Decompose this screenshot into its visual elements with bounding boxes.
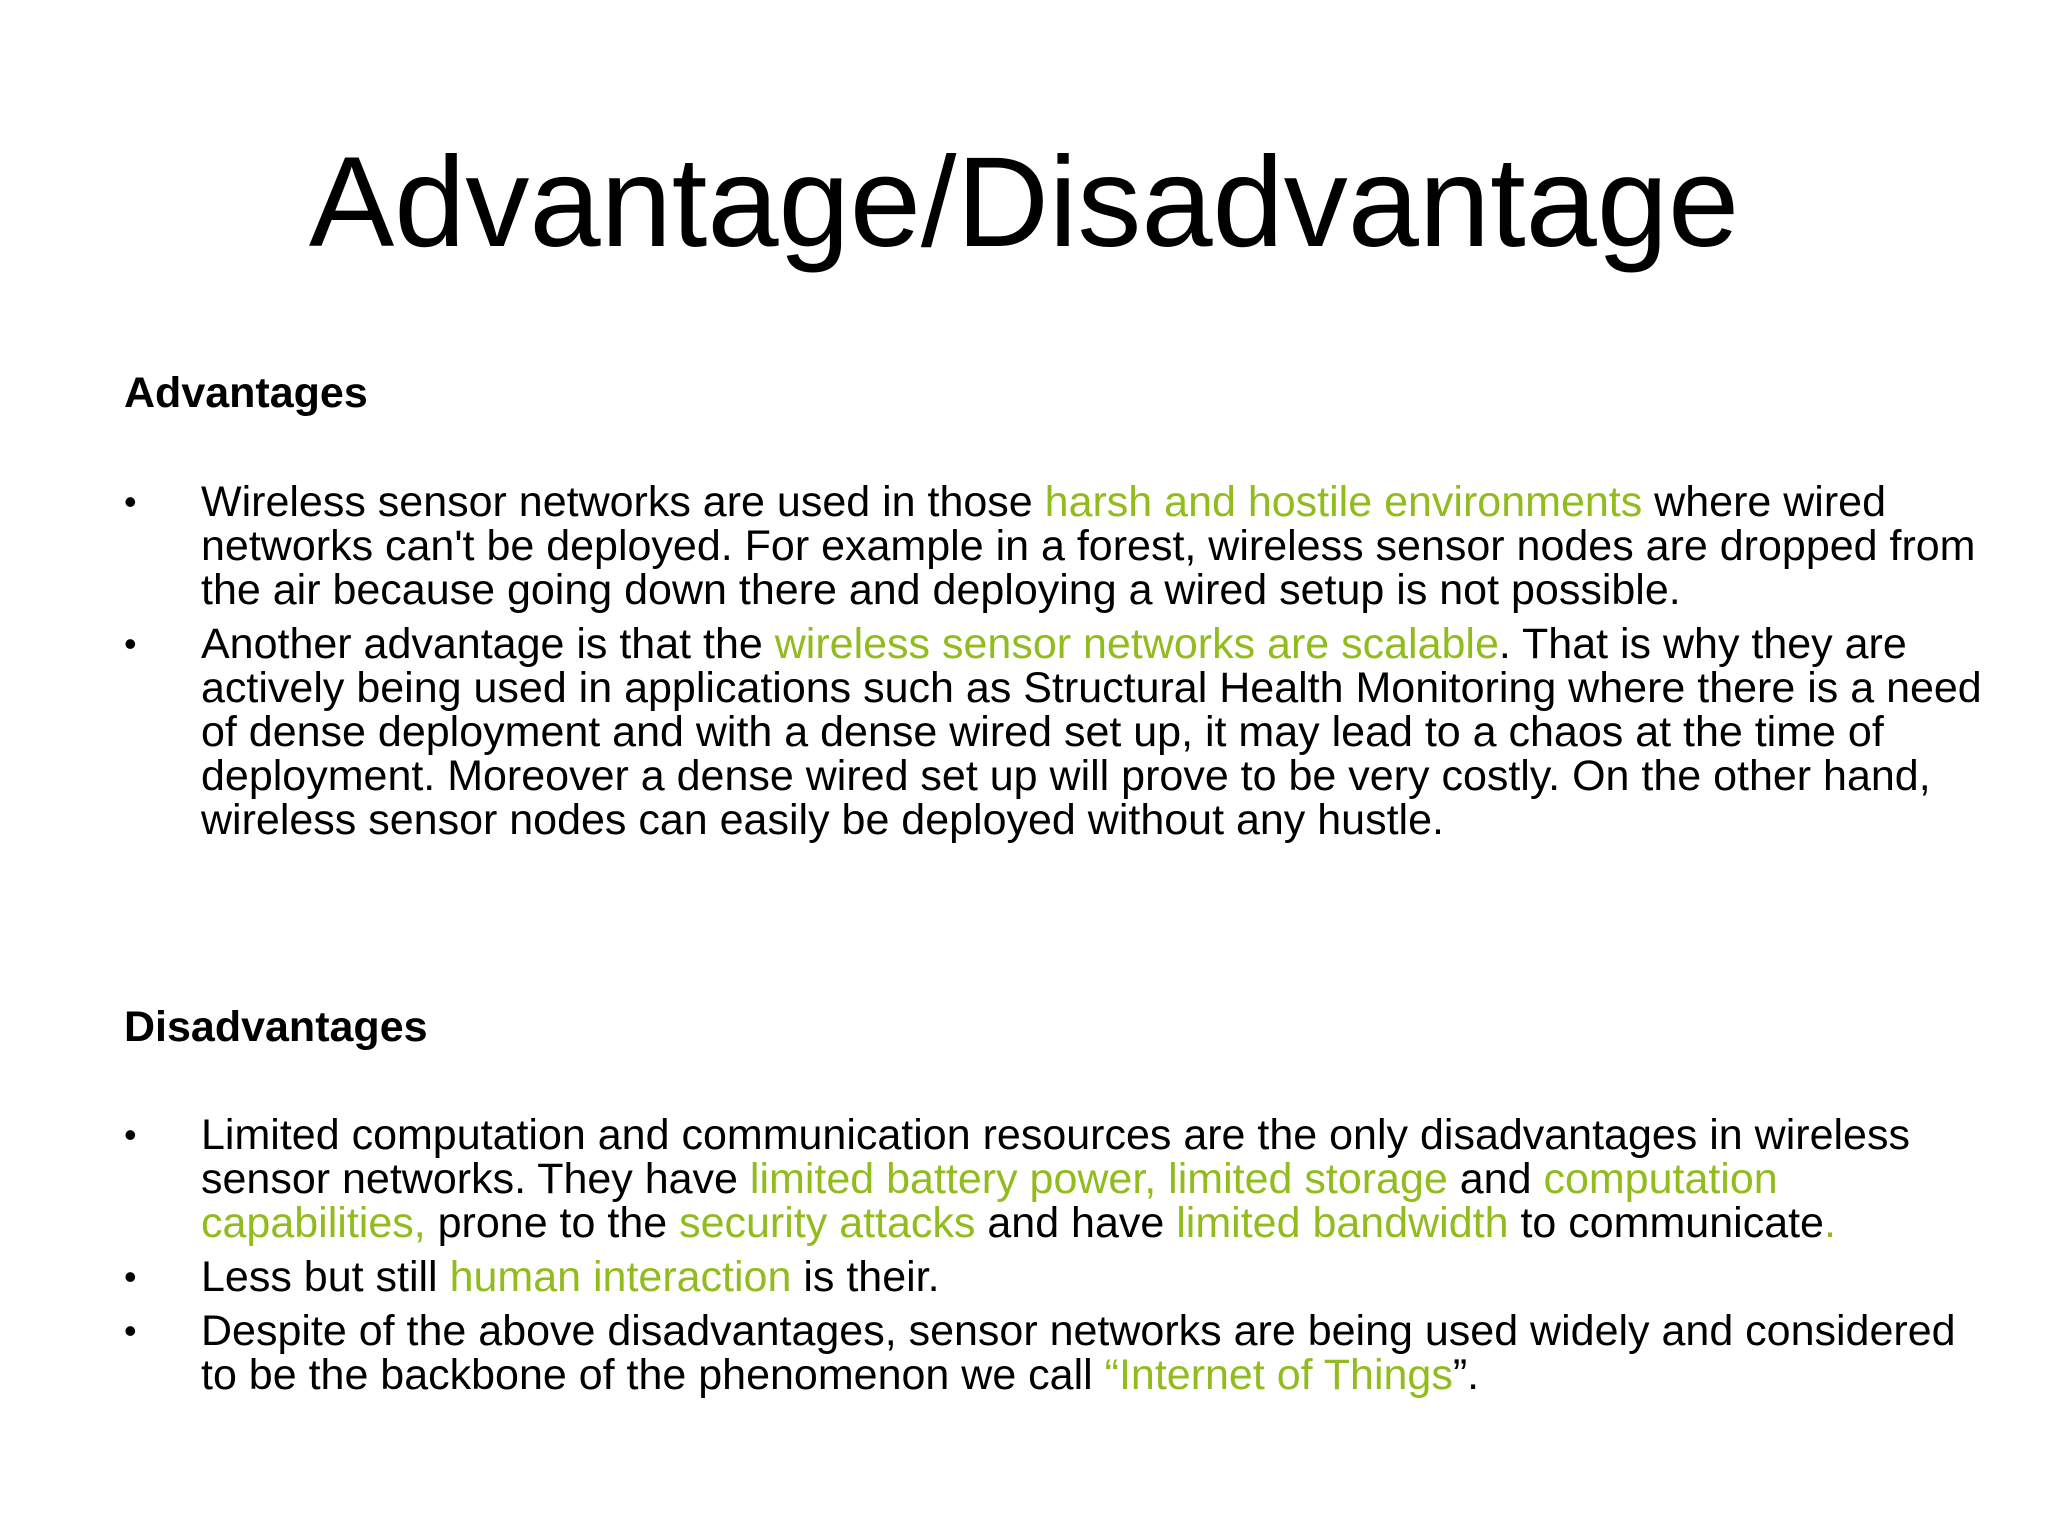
bullet-icon: • — [124, 1256, 137, 1297]
body-text: Wireless sensor networks are used in those — [201, 478, 1045, 526]
bullet-item — [124, 1113, 1984, 1245]
body-text: prone to the — [425, 1199, 680, 1247]
highlighted-text: wireless sensor networks are scalable — [774, 620, 1499, 668]
bullet-icon: • — [124, 481, 137, 522]
disadvantages-list — [124, 1113, 1984, 1407]
bullet-icon: • — [124, 623, 137, 664]
body-text: to communicate — [1508, 1199, 1824, 1247]
body-text: Despite of the above disadvantages, sensor networks are being used widely and considered to be the backbone of the phenomenon we call — [201, 1307, 1956, 1399]
highlighted-text: . — [1823, 1199, 1836, 1247]
highlighted-text: limited battery power, limited storage — [749, 1155, 1448, 1203]
disadvantages-heading: Disadvantages — [124, 1003, 428, 1051]
advantages-heading: Advantages — [124, 369, 368, 417]
bullet-item — [124, 1309, 1984, 1397]
slide-title: Advantage/Disadvantage — [308, 131, 1740, 274]
body-text: where wired networks can't be deployed. For example in a forest, wireless sensor nodes are dropped from the air because going down there and deploying a wired setup is not possible. — [201, 478, 1976, 614]
highlighted-text: harsh and hostile environments — [1044, 478, 1643, 526]
bullet-icon: • — [124, 1310, 137, 1351]
bullet-item — [124, 480, 1984, 612]
highlighted-text: limited bandwidth — [1176, 1199, 1509, 1247]
body-text: ”. — [1452, 1351, 1480, 1399]
body-text: Limited computation and communication resources are the only disadvantages in wireless sensor networks. They have — [201, 1111, 1910, 1203]
highlighted-text: “Internet of Things — [1104, 1351, 1453, 1399]
body-text: is their. — [791, 1253, 940, 1301]
bullet-item — [124, 1255, 1984, 1299]
body-text: Another advantage is that the — [201, 620, 775, 668]
highlighted-text: security attacks — [679, 1199, 976, 1247]
body-text: . That is why they are actively being used in applications such as Structural Health Monitoring where there is a need of dense deployment and with a dense wired set up, it may lead to a chaos at the time of deployment. Moreover a dense wired set up will prove to be very costly. On the other hand, wireless sensor nodes can easily be deployed without any hustle. — [201, 620, 1982, 844]
body-text: Less but still — [201, 1253, 450, 1301]
bullet-item — [124, 622, 1984, 842]
highlighted-text: human interaction — [449, 1253, 792, 1301]
body-text: and — [1447, 1155, 1544, 1203]
highlighted-text: computation capabilities, — [201, 1155, 1778, 1247]
bullet-icon: • — [124, 1114, 137, 1155]
advantages-list — [124, 480, 1984, 852]
body-text: and have — [975, 1199, 1177, 1247]
